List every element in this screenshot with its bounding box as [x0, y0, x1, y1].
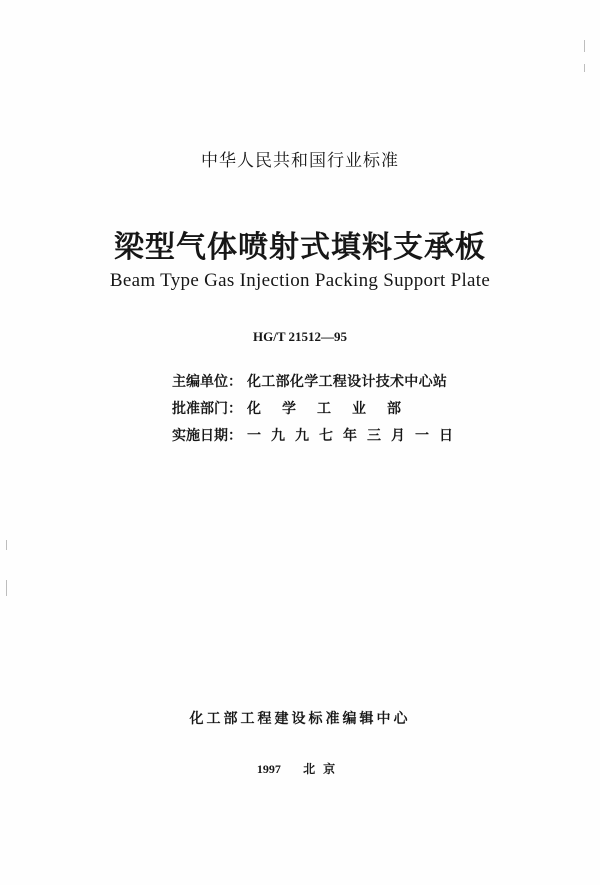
- info-label: 批准部门：: [172, 401, 242, 417]
- info-row-effective-date: [172, 423, 463, 450]
- standard-code: HG/T 21512—95: [252, 329, 348, 344]
- issuing-standard-category: 中华人民共和国行业标准: [201, 151, 399, 171]
- publication-city: 北京: [303, 762, 344, 776]
- document-title-english: Beam Type Gas Injection Packing Support Plate: [109, 270, 491, 291]
- scan-speck: [584, 64, 585, 72]
- info-row-approver: [172, 396, 463, 423]
- scan-speck: [6, 580, 7, 596]
- document-info-block: [172, 369, 463, 450]
- publication-year: 1997: [256, 762, 281, 776]
- scan-speck: [6, 540, 7, 550]
- info-label: 主编单位：: [172, 374, 242, 390]
- publisher: 化工部工程建设标准编辑中心: [189, 711, 411, 727]
- scan-speck: [584, 40, 585, 52]
- publication-footer: [0, 760, 600, 777]
- info-label: 实施日期：: [172, 428, 242, 444]
- info-row-editor: [172, 369, 463, 396]
- info-value: 化工部化学工程设计技术中心站: [247, 374, 448, 390]
- info-value: 一九九七年三月一日: [247, 428, 463, 444]
- document-title-chinese: 梁型气体喷射式填料支承板: [114, 230, 486, 265]
- info-value: 化学工业部: [247, 401, 422, 417]
